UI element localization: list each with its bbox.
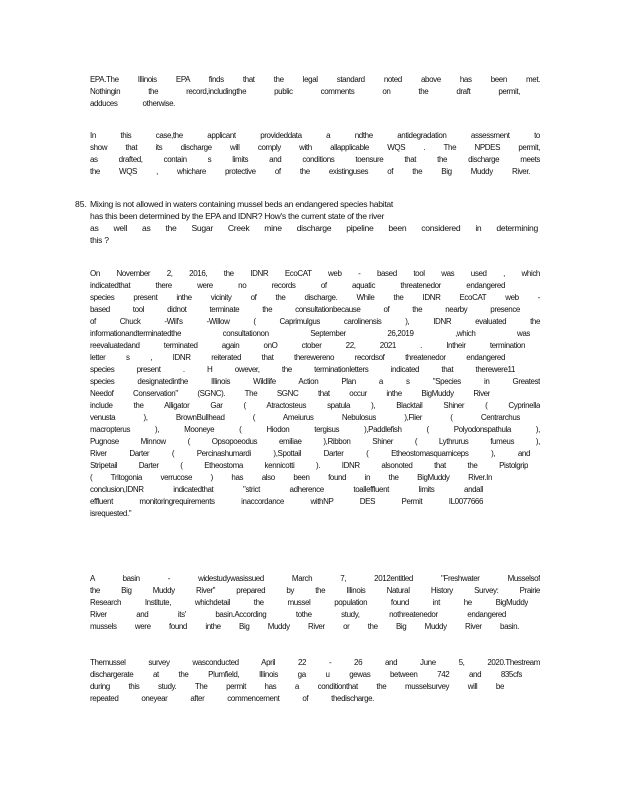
paragraph-epa-finding [90, 74, 540, 110]
text-line: the WQS , whichare protective of the existinguses of the Big Muddy River. [90, 167, 530, 176]
text-line: A basin - widestudywasissued March 7, 2012entitled "Freshwater Musselsof [90, 574, 540, 583]
text-line: repeated oneyear after commencement of thedischarge. [90, 694, 374, 703]
text-line: In this case,the applicant provideddata a ndthe antidegradation assessment to [90, 131, 540, 140]
text-line: mussels were found inthe Big Muddy River or the Big Muddy River basin. [90, 622, 519, 631]
text-line: of Chuck -Will's -Willow ( Caprimulgus carolinensis ), IDNR evaluated the [90, 317, 540, 326]
text-line: include the Alligator Gar ( Atractosteus spatula ), Blacktail Shiner ( Cyprinella [90, 401, 540, 410]
text-line: conclusion,IDNR indicatedthat "strict adherence toalleffluent limits andall [90, 485, 483, 494]
text-line: this ? [90, 235, 109, 245]
text-line: letter s , IDNR reiterated that therewereno recordsof threatenedor endangered [90, 353, 505, 362]
question-number: 85. [75, 199, 87, 209]
paragraph-idnr-ecocat [90, 268, 540, 520]
text-line: has this been determined by the EPA and IDNR? How's the current state of the river [90, 211, 385, 221]
text-line: species present inthe vicinity of the discharge. While the IDNR EcoCAT web - [90, 293, 540, 302]
paragraph-antidegradation [90, 130, 540, 178]
text-line: Pugnose Minnow ( Opsopoeodus emiliae ),Ribbon Shiner ( Lythrurus fumeus ), [90, 437, 540, 446]
text-line: during this study. The permit has a conditionthat the musselsurvey will be [90, 682, 504, 691]
paragraph-mussel-study [90, 573, 540, 633]
text-line: venusta ), BrownBullhead ( Ameiurus Nebulosus ),Flier ( Centrarchus [90, 413, 520, 422]
text-line: the Big Muddy River" prepared by the Illinois Natural History Survey: Prairie [90, 586, 540, 595]
text-line: Nothingin the record,includingthe public comments on the draft permit, [90, 87, 520, 96]
text-line: Stripetail Darter ( Etheostoma kennicotti ). IDNR alsonoted that the Pistolgrip [90, 461, 528, 470]
text-line: adduces otherwise. [90, 99, 175, 108]
text-line: as drafted, contain s limits and conditions toensure that the discharge meets [90, 155, 540, 164]
text-line: Needof Conservation" (SGNC). The SGNC that occur inthe BigMuddy River [90, 389, 490, 398]
paragraph-mussel-survey [90, 657, 540, 705]
text-line: show that its discharge will comply with allapplicable WQS . The NPDES permit, [90, 143, 540, 152]
text-line: dischargerate at the Plumfield, Illinois ga u gewas between 742 and 835cfs [90, 670, 522, 679]
text-line: informationandterminatedthe consultationon September 26,2019 ,which was [90, 329, 530, 338]
text-line: as well as the Sugar Creek mine discharge pipeline been considered in determining [90, 223, 538, 233]
text-line: EPA.The Illinois EPA finds that the legal standard noted above has been met. [90, 75, 540, 84]
text-line: macropterus ), Mooneye ( Hiodon tergisus ),Paddlefish ( Polyodonspathula ), [90, 425, 540, 434]
text-line: reevaluatedand terminated again onO ctober 22, 2021 . Intheir termination [90, 341, 525, 350]
text-line: effluent monitoringrequirements inaccordance withNP DES Permit IL0077666 [90, 497, 483, 506]
text-line: ( Tritogonia verrucose ) has also been found in the BigMuddy River.In [90, 473, 492, 482]
text-line: species designatedinthe Illinois Wildlife Action Plan a s "Species in Greatest [90, 377, 540, 386]
text-line: River and its' basin.According tothe study, nothreatenedor endangered [90, 610, 506, 619]
text-line: based tool didnot terminate the consultationbecause of the nearby presence [90, 305, 520, 314]
text-line: Mixing is not allowed in waters containing mussel beds an endangered species habitat [90, 199, 393, 209]
text-line: isrequested." [90, 509, 132, 518]
text-line: Themussel survey wasconducted April 22 - 26 and June 5, 2020.Thestream [90, 658, 540, 667]
text-line: Research Institute, whichdetail the mussel population found int he BigMuddy [90, 598, 528, 607]
text-line: indicatedthat there were no records of aquatic threatenedor endangered [90, 281, 505, 290]
text-line: On November 2, 2016, the IDNR EcoCAT web - based tool was used , which [90, 269, 540, 278]
text-line: species present . H owever, the terminationletters indicated that therewere11 [90, 365, 515, 374]
text-line: River Darter ( Percinashumardi ),Spottail Darter ( Etheostomasquamiceps ), and [90, 449, 530, 458]
question-text [90, 198, 540, 246]
